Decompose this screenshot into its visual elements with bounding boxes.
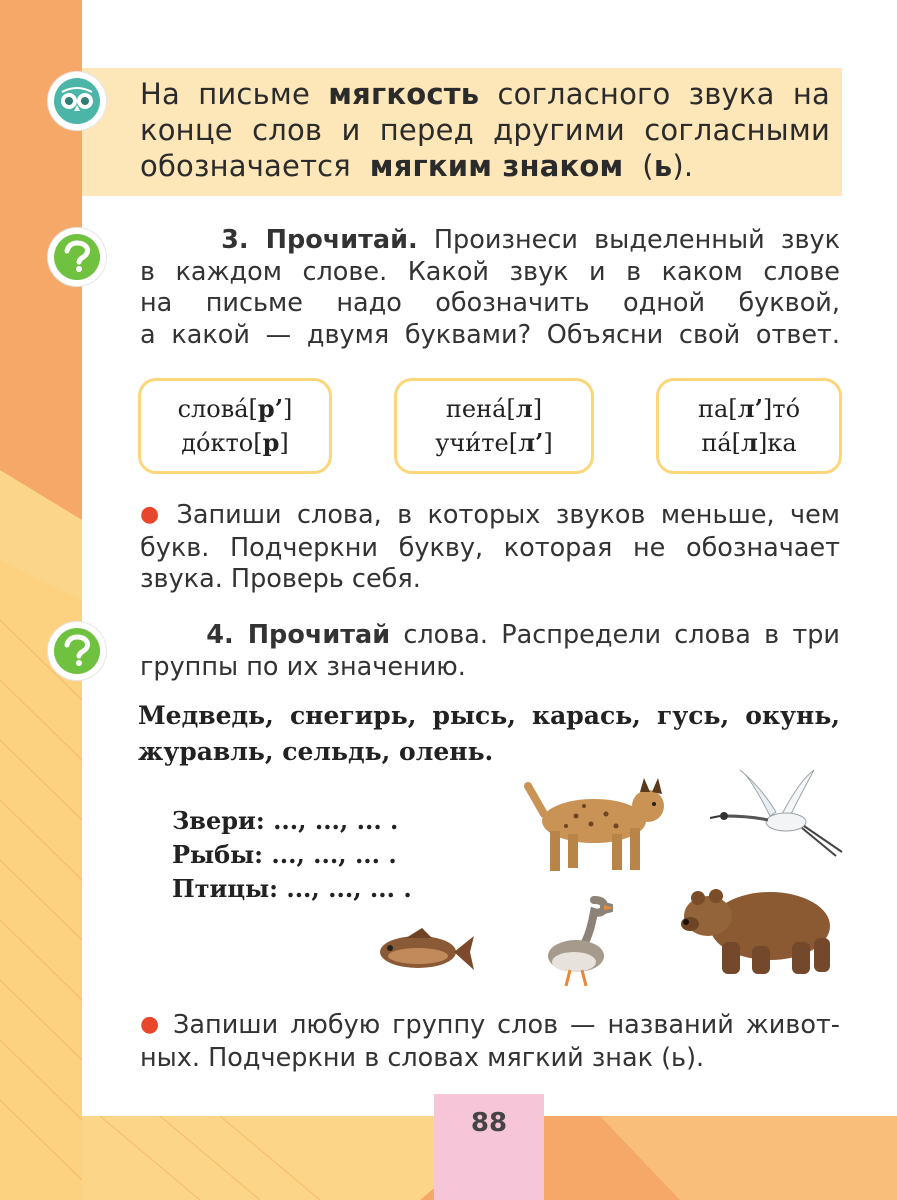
page-number: 88 [470, 1108, 508, 1138]
goose-image [544, 894, 616, 990]
task4-extra: ● Запиши любую группу слов — названий живот- ных. Подчеркни в словах мягкий знак (ь). [140, 1010, 840, 1073]
task3-extra: ● Запиши слова, в которых звуков меньше, чем букв. Подчеркни букву, которая не обозначает звука. Проверь себя. [140, 500, 840, 594]
owl-icon [54, 78, 100, 124]
question-icon [54, 234, 100, 280]
word-card: пена́[л] учи́те[л’] [394, 378, 594, 474]
bullet-icon: ● [140, 502, 167, 527]
task3-title: 3. Прочитай. [221, 225, 418, 255]
group-row: Птицы: ..., ..., ... . [172, 874, 412, 903]
bear-image [680, 880, 838, 976]
crane-image [710, 766, 846, 860]
question-badge-task4 [48, 622, 106, 680]
word-card: слова́[р’] до́кто[р] [138, 378, 332, 474]
fish-image [376, 926, 476, 978]
question-badge-task3 [48, 228, 106, 286]
owl-badge [48, 72, 106, 130]
word-card: па[л’]то́ па́[л]ка [656, 378, 842, 474]
bullet-icon: ● [140, 1012, 164, 1037]
task3-text: 3. Прочитай. Произнеси выделенный звук в каждом слове. Какой звук и в каком слове на письме надо обозначить одной буквой, а какой — двумя буквами? Объясни свой ответ. [140, 225, 840, 350]
task4-text: 4. Прочитай слова. Распредели слова в три группы по их значению. [140, 620, 840, 682]
lynx-image [516, 776, 676, 876]
group-list [172, 804, 412, 906]
question-icon [54, 628, 100, 674]
task4-title: 4. Прочитай [206, 620, 391, 650]
word-list: Медведь, снегирь, рысь, карась, гусь, окунь, журавль, сельдь, олень. [138, 701, 840, 766]
rule-text: На письме мягкость согласного звука на конце слов и перед другими согласными обозначается мягким знаком (ь). [140, 77, 830, 183]
group-row: Рыбы: ..., ..., ... . [172, 840, 397, 869]
group-row: Звери: ..., ..., ... . [172, 806, 399, 835]
